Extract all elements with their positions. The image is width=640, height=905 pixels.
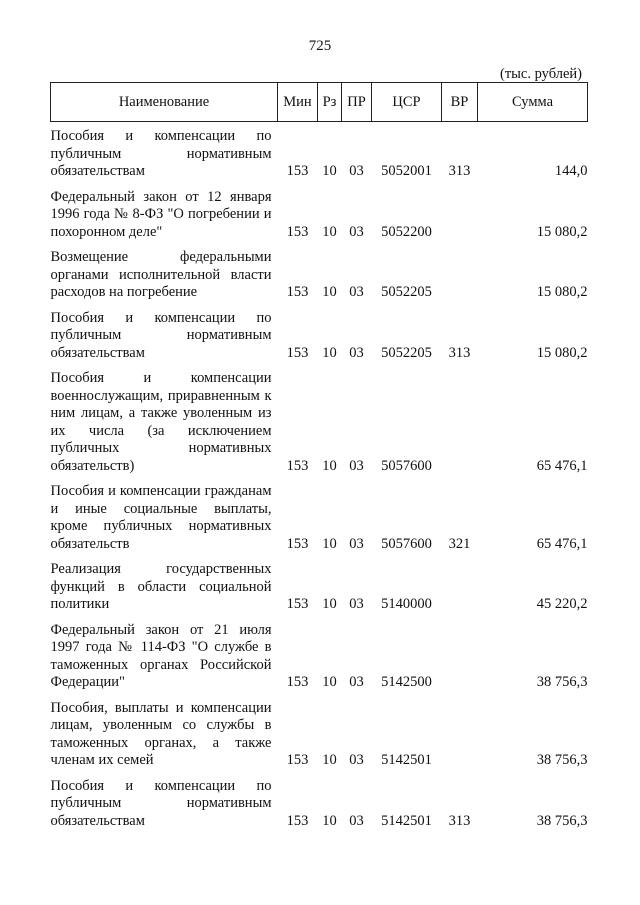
row-csr: 5142501 xyxy=(381,752,432,768)
column-header-pr: ПР xyxy=(342,83,372,122)
row-sum: 15 080,2 xyxy=(536,344,588,361)
table-row xyxy=(51,304,588,365)
row-name: Пособия, выплаты и компенсации лицам, уволенным со службы в таможенных органах, а также членам их семей xyxy=(50,699,272,768)
row-min: 153 xyxy=(286,457,309,474)
column-header-sum: Сумма xyxy=(478,83,588,122)
row-pr: 03 xyxy=(349,674,364,690)
row-name: Пособия и компенсации по публичным нормативным обязательствам xyxy=(50,128,272,179)
row-pr: 03 xyxy=(349,163,364,179)
row-csr: 5052001 xyxy=(381,163,432,179)
row-min: 153 xyxy=(286,596,309,612)
row-vr xyxy=(442,555,478,616)
column-header-name: Наименование xyxy=(51,83,278,122)
units-label: (тыс. рублей) xyxy=(500,66,582,82)
row-sum: 38 756,3 xyxy=(536,812,588,829)
table-row xyxy=(51,772,588,833)
row-sum: 144,0 xyxy=(554,163,588,179)
row-vr xyxy=(442,183,478,244)
row-name: Пособия и компенсации военнослужащим, приравненным к ним лицам, а также уволенным из их числа (за исключением публичных нормативных обязательств) xyxy=(50,370,272,474)
table-row xyxy=(51,477,588,555)
row-rz: 10 xyxy=(322,223,337,240)
row-rz: 10 xyxy=(322,344,337,361)
row-pr: 03 xyxy=(349,223,364,240)
row-sum: 15 080,2 xyxy=(536,223,588,240)
row-min: 153 xyxy=(286,535,309,552)
row-rz: 10 xyxy=(322,284,337,300)
row-pr: 03 xyxy=(349,812,364,829)
table-row xyxy=(51,364,588,477)
row-pr: 03 xyxy=(349,284,364,300)
table-row xyxy=(51,183,588,244)
table-row xyxy=(51,243,588,304)
column-header-min: Мин xyxy=(278,83,318,122)
table-row xyxy=(51,122,588,183)
row-rz: 10 xyxy=(322,752,337,768)
row-name: Реализация государственных функций в области социальной политики xyxy=(50,561,272,612)
row-sum: 65 476,1 xyxy=(536,535,588,552)
row-name: Пособия и компенсации по публичным нормативным обязательствам xyxy=(50,777,272,829)
row-min: 153 xyxy=(286,812,309,829)
row-min: 153 xyxy=(286,284,309,300)
row-csr: 5052205 xyxy=(381,344,432,361)
row-vr xyxy=(442,364,478,477)
row-name: Пособия и компенсации гражданам и иные социальные выплаты, кроме публичных нормативных обязательств xyxy=(50,483,272,552)
row-rz: 10 xyxy=(322,163,337,179)
row-min: 153 xyxy=(286,223,309,240)
row-pr: 03 xyxy=(349,457,364,474)
row-sum: 45 220,2 xyxy=(536,596,588,612)
row-vr xyxy=(442,694,478,772)
row-sum: 65 476,1 xyxy=(536,457,588,474)
row-name: Пособия и компенсации по публичным нормативным обязательствам xyxy=(50,309,272,361)
row-rz: 10 xyxy=(322,812,337,829)
row-csr: 5052200 xyxy=(381,223,432,240)
row-vr xyxy=(442,243,478,304)
row-csr: 5057600 xyxy=(381,535,432,552)
row-name: Федеральный закон от 12 января 1996 года № 8-ФЗ "О погребении и похоронном деле" xyxy=(50,188,272,240)
row-csr: 5052205 xyxy=(381,284,432,300)
row-rz: 10 xyxy=(322,596,337,612)
row-pr: 03 xyxy=(349,344,364,361)
row-pr: 03 xyxy=(349,535,364,552)
table-row xyxy=(51,694,588,772)
row-rz: 10 xyxy=(322,674,337,690)
row-min: 153 xyxy=(286,674,309,690)
row-min: 153 xyxy=(286,163,309,179)
row-pr: 03 xyxy=(349,596,364,612)
row-sum: 15 080,2 xyxy=(536,284,588,300)
column-header-csr: ЦСР xyxy=(372,83,442,122)
row-pr: 03 xyxy=(349,752,364,768)
column-header-rz: Рз xyxy=(318,83,342,122)
row-vr: 313 xyxy=(448,344,471,361)
row-rz: 10 xyxy=(322,535,337,552)
row-sum: 38 756,3 xyxy=(536,752,588,768)
row-vr: 313 xyxy=(448,812,471,829)
row-name: Федеральный закон от 21 июля 1997 года № 114-ФЗ "О службе в таможенных органах Российской Федерации" xyxy=(50,621,272,690)
row-csr: 5142500 xyxy=(381,674,432,690)
row-rz: 10 xyxy=(322,457,337,474)
row-vr: 313 xyxy=(448,163,471,179)
row-name: Возмещение федеральными органами исполнительной власти расходов на погребение xyxy=(50,249,272,300)
table-row xyxy=(51,555,588,616)
row-csr: 5057600 xyxy=(381,457,432,474)
page-number: 725 xyxy=(308,38,332,54)
table-row xyxy=(51,616,588,694)
row-min: 153 xyxy=(286,752,309,768)
row-csr: 5140000 xyxy=(381,596,432,612)
column-header-vr: ВР xyxy=(442,83,478,122)
table-header-row xyxy=(51,83,588,122)
row-sum: 38 756,3 xyxy=(536,674,588,690)
row-csr: 5142501 xyxy=(381,812,432,829)
budget-table xyxy=(50,82,588,832)
row-vr: 321 xyxy=(448,535,471,552)
row-vr xyxy=(442,616,478,694)
row-min: 153 xyxy=(286,344,309,361)
